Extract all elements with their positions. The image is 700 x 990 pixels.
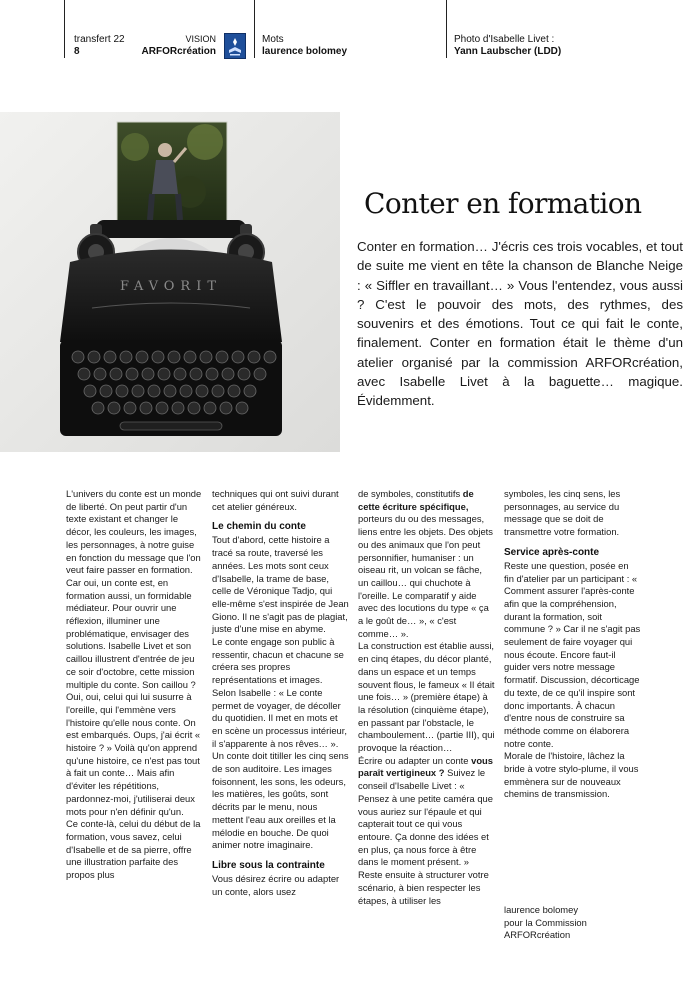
bold-run: vous paraît vertigineux ? [358, 754, 493, 779]
article-column-3 [358, 488, 495, 907]
column-paragraph: Le conte engage son public à ressentir, chacun et chacune se créera ses propres représentations et images. Selon Isabelle : « Le conte permet de voyager, de décoller du quotidien. Il met en mots et en scène un processus intérieur, il s'apparente à nos rêves… ». Un conte doit titiller les cinq sens de son auditoire. Les images foisonnent, les sons, les odeurs, les matières, les goûts, sont décrits par le menu, nous mettent l'eau aux oreilles et la mélodie en bouche. De quoi animer notre imaginaire. [212, 636, 349, 851]
column-paragraph: Reste une question, posée en fin d'atelier par un participant : « Comment assurer l'après-conte afin que la compréhension, durant la formation, soit commune ? » Car il ne s'agit pas seulement de faire voyager qui nous écoute. Encore faut-il guider vers notre message formatif. Discussion, décorticage du texte, de ce qu'il inspire sont donc importants. À chacun d'entre nous de construire sa méthode comme on élaborera notre conte. [504, 559, 641, 749]
article-title: Conter en formation [364, 187, 642, 220]
header-photo-label: Photo d'Isabelle Livet : [454, 34, 555, 45]
article-lead: Conter en formation… J'écris ces trois vocables, et tout de suite me vient en tête la chanson de Blanche Neige : « Siffler en travaillant… » Vous l'entendez, vous aussi ? C'est le pouvoir des mots, des rythmes, des souvenirs et des émotions. Tout ce qui fait le conte, finalement. Conter en formation était le thème d'un atelier organisé par la commission ARFORcréation, avec Isabelle Livet à la baguette… magique. Évidemment. [357, 239, 683, 409]
column-paragraph [358, 488, 495, 640]
header-author: laurence bolomey [262, 46, 348, 57]
text-run: porteurs du ou des messages, liens entre les objets. Des objets ou des animaux que l'on peut personnifier, humaniser : un oiseau rit, un volcan se fâche, un caillou… qui chuchote à l'oreille. Le comparatif y aide avec des locutions du type « ça a le goût de… », « c'est comme… ». [358, 513, 493, 639]
text-run: Suivez le conseil d'Isabelle Livet : « Pensez à une petite caméra que vous auriez sur l'épaule et qui capterait tout ce qui vous entoure. Ça donne des idées et en plus, ça nous force à être dans le moment présent. » Reste ensuite à structurer votre scénario, à bien respecter les étapes, à utiliser les [358, 767, 493, 906]
page-number: 8 [74, 46, 80, 57]
text-run: de symboles, constitutifs [358, 488, 461, 499]
page-header [0, 0, 700, 58]
article-column-2 [212, 488, 349, 898]
column-paragraph [358, 755, 495, 907]
column-paragraph: Ce conte-là, celui du début de la formation, vous savez, celui d'Isabelle et de sa pierre, offre une illustration parfaite des propos plus [66, 818, 201, 881]
subheading-chemin: Le chemin du conte [212, 521, 306, 533]
bold-run: de cette écriture spécifique, [358, 488, 474, 512]
header-rubric: VISION [185, 34, 216, 44]
subheading-service: Service après-conte [504, 546, 600, 558]
column-paragraph: Car oui, un conte est, en formation aussi, un formidable médiateur. Pour ouvrir une réflexion, illuminer une problématique, envisager des solutions. Isabelle Livet et son caillou illustrent d'entrée de jeu ce soir d'octobre, cette mission multiple du conte. Son caillou ? Oui, oui, celui qui lui susurre à l'oreille, qui l'emmène vers l'histoire qu'elle nous conte. On est embarqués. Oups, j'ai écrit « histoire ? » Voilà qu'on apprend qu'une histoire, ce n'est pas tout à fait un conte… Mais afin d'éviter les répétitions, pardonnez-moi, j'utiliserai deux mots pour n'en définir qu'un. [66, 576, 201, 817]
column-paragraph: La construction est établie aussi, en cinq étapes, du décor planté, dans un espace et un temps souvent flous, le fameux « Il était une fois… » (première étape) à la résolution (cinquième étape), en passant par l'obstacle, le chamboulement… (partie III), qui provoque la réaction… [358, 640, 495, 754]
subheading-contrainte: Libre sous la contrainte [212, 859, 325, 871]
column-paragraph: symboles, les cinq sens, les personnages, au service du message que se doit de transmettre votre formation. [504, 488, 621, 538]
header-words-label: Mots [262, 34, 284, 45]
typewriter-photo [0, 112, 340, 452]
article-column-4 [504, 488, 641, 801]
header-author-cell [262, 0, 442, 58]
header-photo-cell [454, 0, 694, 58]
header-photographer: Yann Laubscher (LDD) [454, 46, 562, 57]
header-divider-left [64, 0, 65, 58]
signature-line: ARFORcréation [504, 929, 571, 941]
header-rubric-sub: ARFORcréation [141, 46, 216, 57]
header-divider-1 [254, 0, 255, 58]
column-paragraph: techniques qui ont suivi durant cet atelier généreux. [212, 488, 339, 512]
typewriter-brand: FAVORIT [119, 279, 223, 294]
article-column-1 [66, 488, 203, 882]
column-paragraph: Vous désirez écrire ou adapter un conte, alors usez [212, 872, 340, 897]
column-paragraph: Tout d'abord, cette histoire a tracé sa route, traversé les années. Les mots sont ceux d'Isabelle, la trame de base, celle de Véronique Tadjo, qui elle-même s'est inspirée de Jean Giono. Il ne s'agit pas de plagiat, juste d'une mise en abyme. [212, 534, 349, 635]
header-rubric-cell [140, 0, 216, 58]
text-run: Écrire ou adapter un conte [358, 754, 469, 766]
book-logo-icon [224, 33, 246, 59]
column-paragraph: L'univers du conte est un monde de liberté. On peut partir d'un texte existant et changer le décor, les couleurs, les images, les personnages, à notre guise en fonction du message que l'on veut faire passer en formation. [66, 488, 202, 576]
signature-line: pour la Commission [504, 916, 587, 928]
header-divider-2 [446, 0, 447, 58]
signature-name: laurence bolomey [504, 904, 579, 915]
column-paragraph: Morale de l'histoire, lâchez la bride à votre stylo-plume, il vous emmènera sur de nouveaux chemins de transmission. [504, 750, 639, 800]
author-signature [504, 904, 654, 942]
header-section: transfert 22 [74, 34, 125, 45]
